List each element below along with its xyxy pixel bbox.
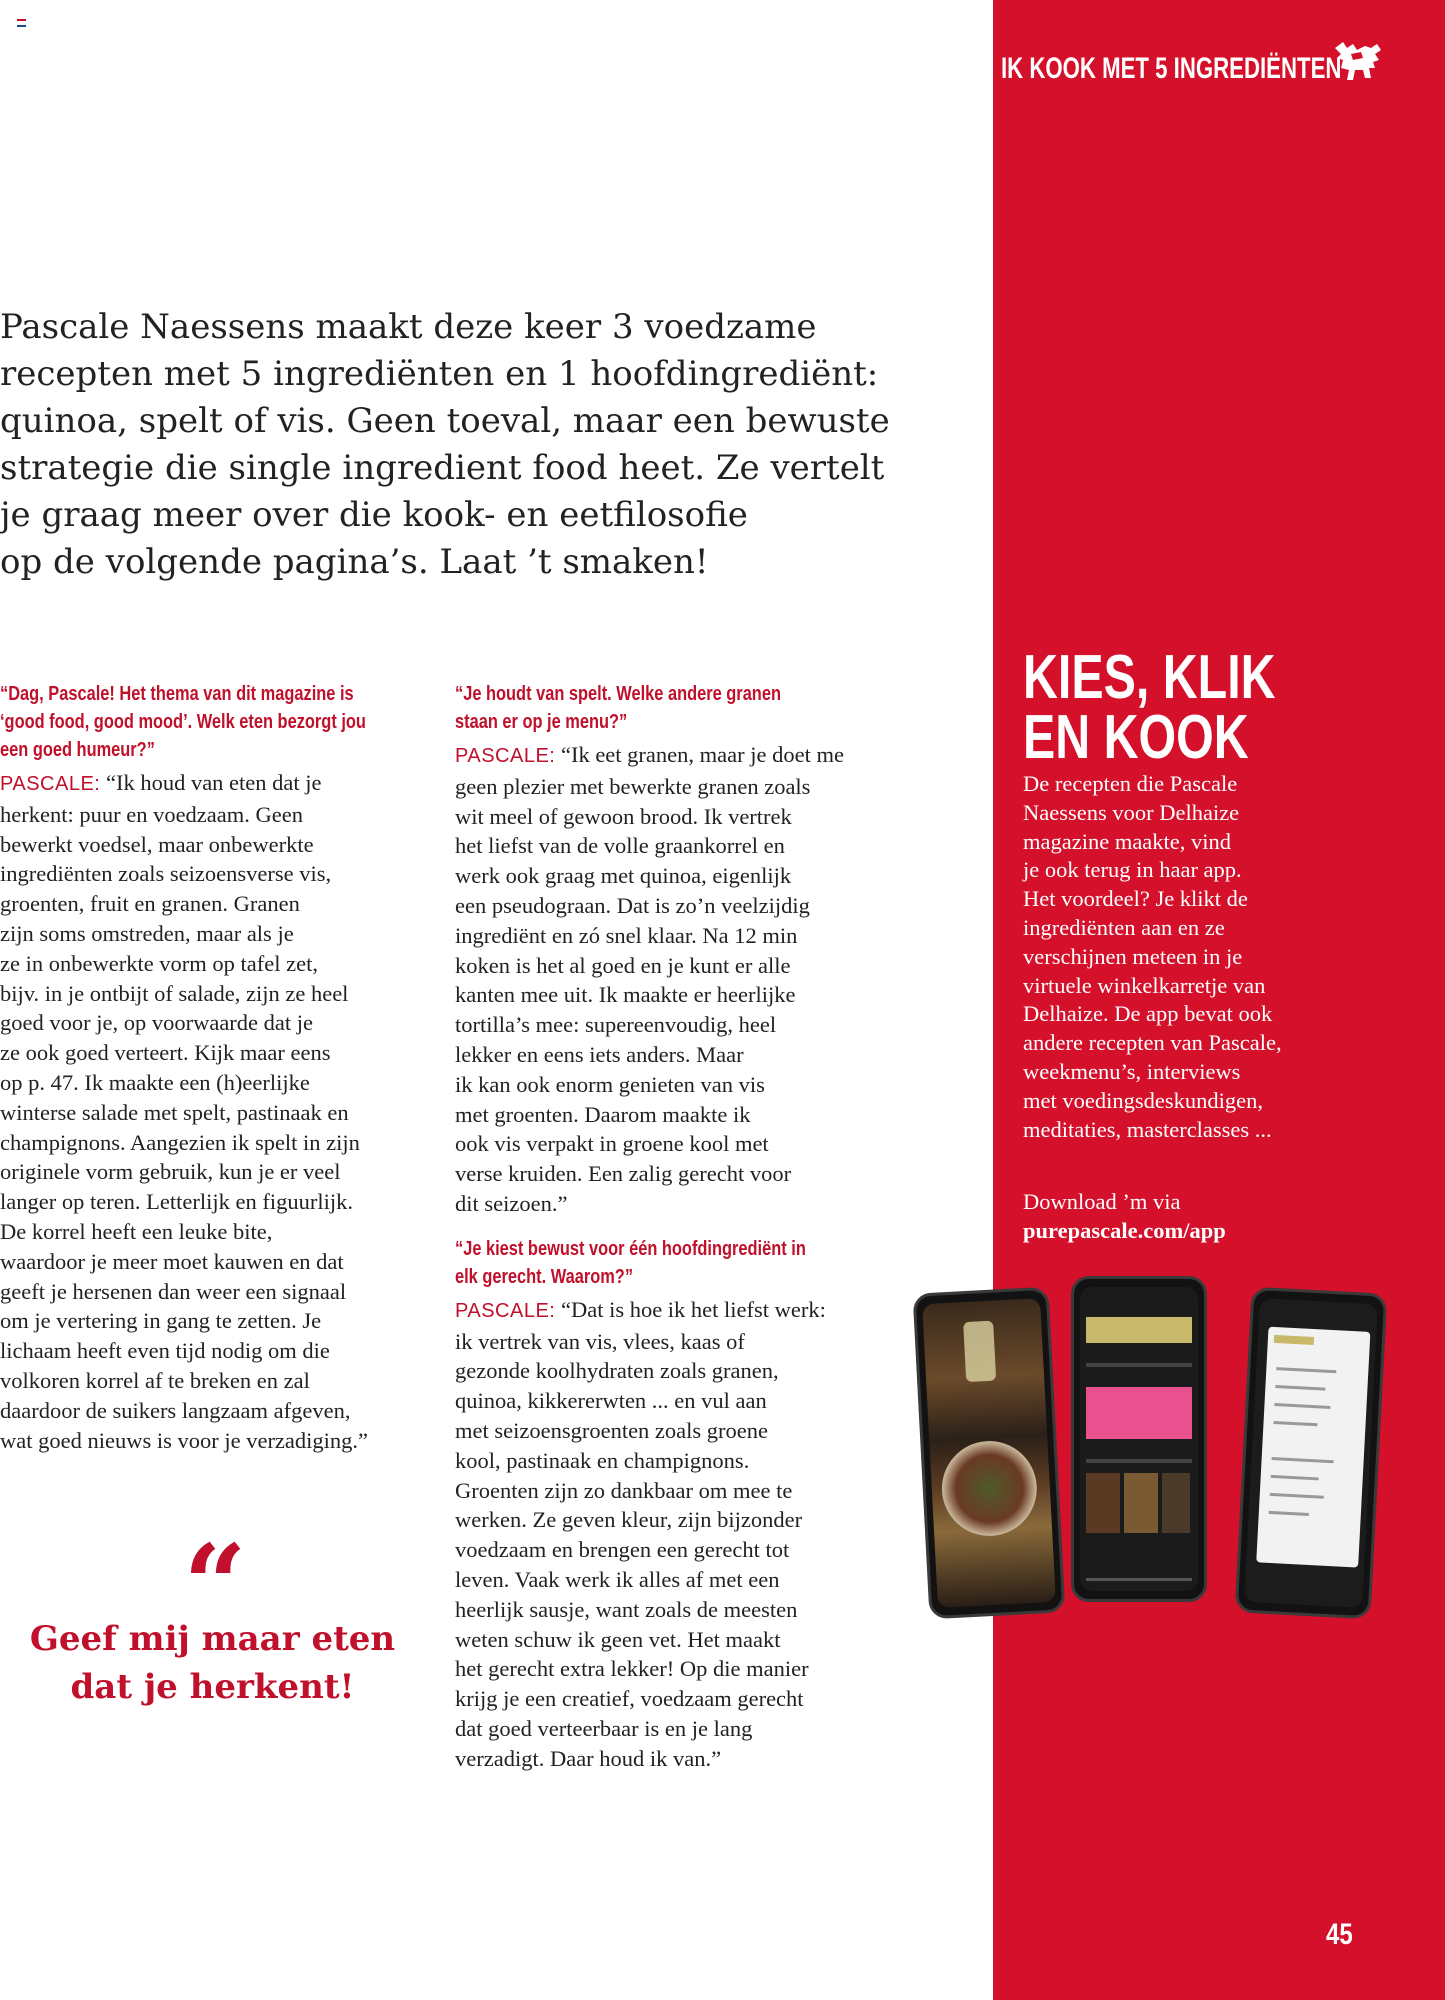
sidebar-heading: KIES, KLIK EN KOOK [1023, 643, 1276, 772]
pull-quote: Geef mij maar eten dat je herkent! [29, 1619, 396, 1707]
answer-2-text: “Ik eet granen, maar je doet me geen plezier met bewerkte granen zoals wit meel of gewoon brood. Ik vertrek het liefst van de volle graankorrel en werk ook graag met quinoa, eigenlijk een pseudograan. Dat is zo’n veelzijdig ingrediënt en zó snel klaar. Na 12 min koken is het al goed en je kunt er alle kanten mee uit. Ik maakte er heerlijke tortilla’s mee: supereenvoudig, heel lekker en eens iets anders. Maar ik kan ook enorm genieten van vis met groenten. Daarom maakte ik ook vis verpakt in groene kool met verse kruiden. Een zalig gerecht voor dit seizoen.” [455, 742, 844, 1216]
interview-column-2 [455, 680, 895, 1790]
answer-3-text: “Dat is hoe ik het liefst werk: ik vertrek van vis, vlees, kaas of gezonde koolhydraten zoals granen, quinoa, kikkererwten ... en vul aan met seizoensgroenten zoals groene kool, pastinaak en champignons. Groenten zijn zo dankbaar om mee te werken. Ze geven kleur, zijn bijzonder voedzaam en brengen een gerecht tot leven. Vaak werk ik alles af met een heerlijk sausje, want zoals de meesten weten schuw ik geen vet. Het maakt het gerecht extra lekker! Op die manier krijg je een creatief, voedzaam gerecht dat goed verteerbaar is en je lang verzadigt. Daar houd ik van.” [455, 1296, 826, 1771]
answer-1-text: “Ik houd van eten dat je herkent: puur en voedzaam. Geen bewerkt voedsel, maar onbewerkte ingrediënten zoals seizoensverse vis, groenten, fruit en granen. Granen zijn soms omstreden, maar als je ze in onbewerkte vorm op tafel zet, bijv. in je ontbijt of salade, zijn ze heel goed voor je, op voorwaarde dat je ze ook goed verteert. Kijk maar eens op p. 47. Ik maakte een (h)eerlijke winterse salade met spelt, pastinaak en champignons. Aangezien ik spelt in zijn originele vorm gebruik, kun je er veel langer op teren. Letterlijk en figuurlijk. De korrel heeft een leuke bite, waardoor je meer moet kauwen en dat geeft je hersenen dan weer een signaal om je vertering in gang te zetten. Je lichaam heeft even tijd nodig om die volkoren korrel af te breken en zal daardoor de suikers langzaam afgeven, wat goed nieuws is voor je verzadiging.” [0, 770, 369, 1453]
phone-mockup-shopping-list [1235, 1287, 1388, 1620]
phone-screen-app-home [1080, 1287, 1198, 1591]
question-3: “Je kiest bewust voor één hoofdingrediënt in elk gerecht. Waarom?” [455, 1237, 806, 1288]
interview-column-1 [0, 680, 425, 1471]
section-title: IK KOOK MET 5 INGREDIËNTEN [1001, 52, 1342, 85]
speaker-label: PASCALE: [455, 745, 556, 767]
phone-mockup-app-home [1071, 1276, 1207, 1602]
answer-2 [455, 740, 895, 1219]
answer-3 [455, 1295, 895, 1774]
language-flag-icon [17, 19, 26, 26]
download-link[interactable]: purepascale.com/app [1023, 1218, 1226, 1243]
quote-mark-icon: “ [183, 1520, 247, 1649]
page-number: 45 [1326, 1918, 1353, 1951]
sidebar-body: De recepten die Pascale Naessens voor Delhaize magazine maakte, vind je ook terug in haar app. Het voordeel? Je klikt de ingrediënten aan en ze verschijnen meteen in je virtuele winkelkarretje van Delhaize. De app bevat ook andere recepten van Pascale, weekmenu’s, interviews met voedingsdeskundigen, meditaties, masterclasses ... [1023, 771, 1282, 1142]
download-block [1023, 1187, 1423, 1245]
question-1: “Dag, Pascale! Het thema van dit magazine is ‘good food, good mood’. Welk eten bezorgt jou een goed humeur?” [0, 683, 366, 761]
question-2: “Je houdt van spelt. Welke andere granen staan er op je menu?” [455, 683, 781, 733]
download-label: Download ’m via [1023, 1189, 1181, 1214]
speaker-label: PASCALE: [455, 1299, 556, 1322]
red-sidebar-panel [993, 0, 1445, 2000]
phone-mockup-recipe [913, 1287, 1066, 1620]
delhaize-lion-icon [1331, 38, 1385, 86]
intro-paragraph: Pascale Naessens maakt deze keer 3 voedzame recepten met 5 ingrediënten en 1 hoofdingrediënt: quinoa, spelt of vis. Geen toeval, maar een bewuste strategie die single ingredient food heet. Ze vertelt je graag meer over die kook- en eetfilosofie op de volgende pagina’s. Laat ’t smaken! [0, 307, 890, 582]
speaker-label: PASCALE: [0, 773, 101, 795]
answer-1 [0, 768, 425, 1455]
phone-screen-shopping-list [1244, 1298, 1378, 1608]
phone-screen-food-photo [922, 1298, 1056, 1608]
